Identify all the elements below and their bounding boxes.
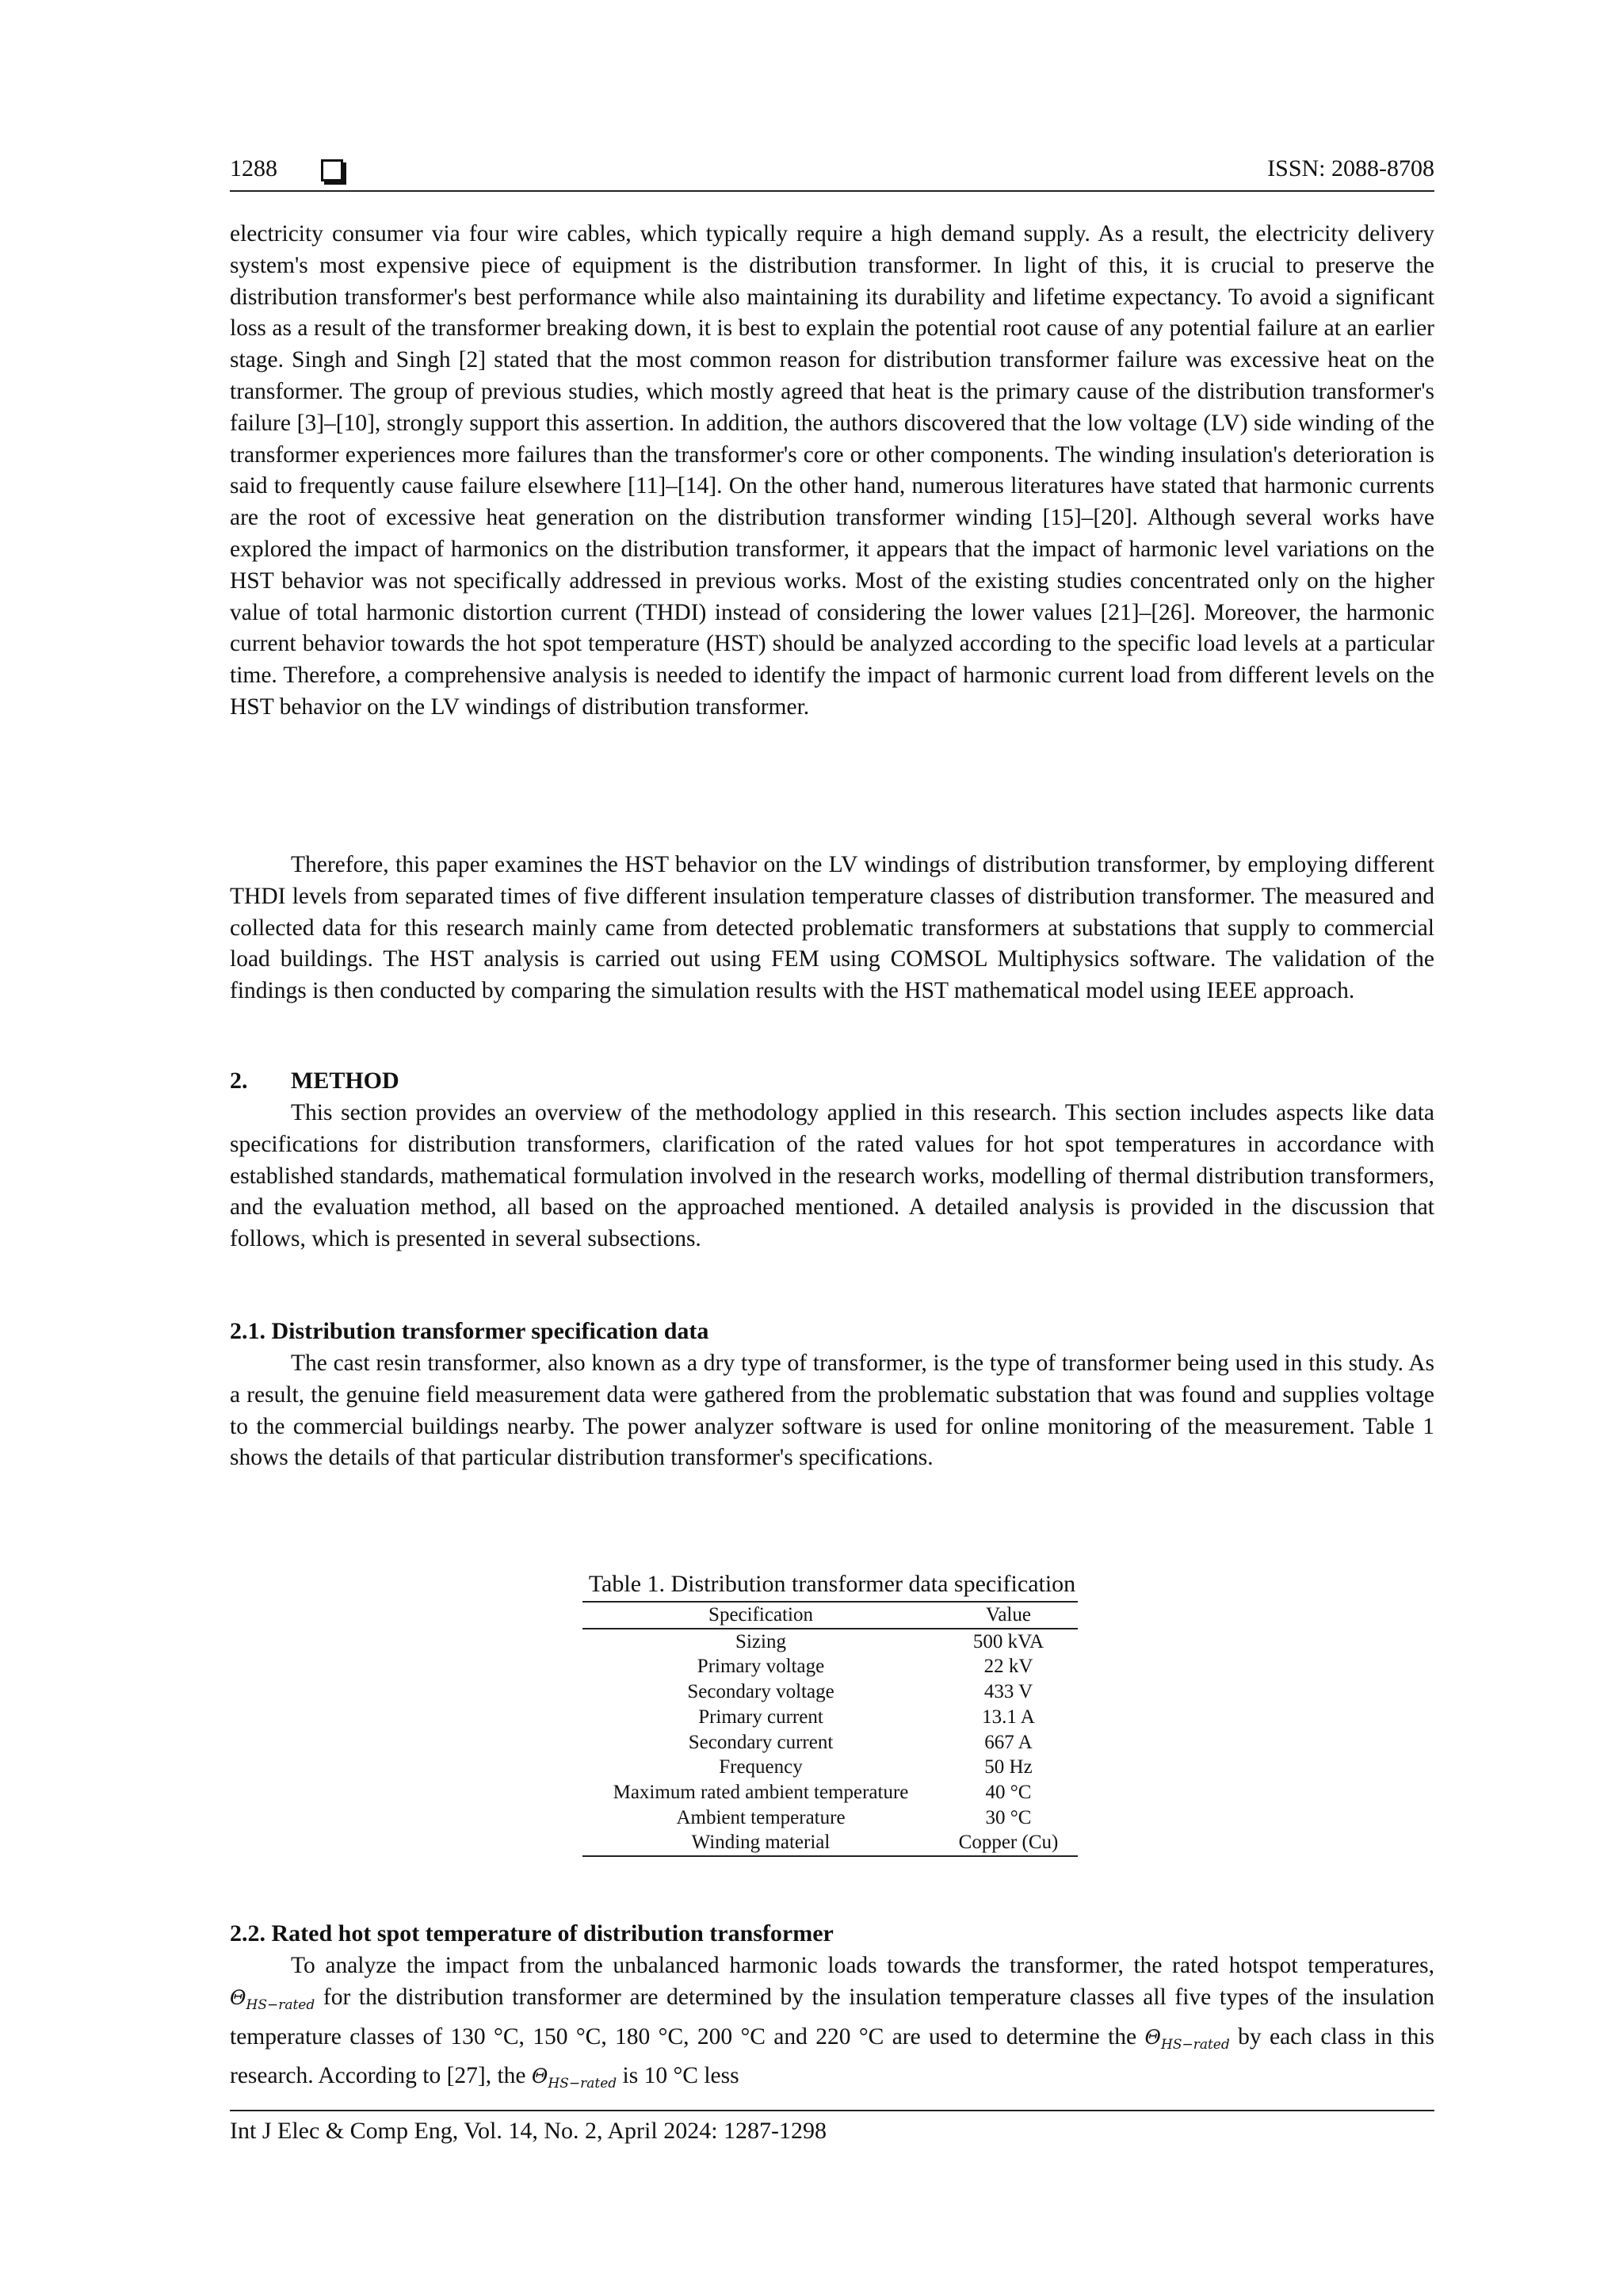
text-run: for the distribution transformer are determined by the insulation temperature classes all five types of the insulation temperature classes of 130 °C, 150 °C, 180 °C, 200 °C and 220 °C are used to determine the	[230, 1984, 1434, 2050]
column-header-value: Value	[939, 1602, 1078, 1629]
table-row	[582, 1679, 1078, 1705]
math-theta-hs-rated	[531, 2065, 617, 2092]
text-run: is 10 °C less	[617, 2063, 739, 2089]
cell-value: 433 V	[983, 1681, 1033, 1703]
cell-value: Copper (Cu)	[939, 1830, 1078, 1856]
math-subscript: HS−rated	[246, 1996, 315, 2013]
column-header-specification: Specification	[582, 1602, 939, 1629]
specification-table	[582, 1601, 1078, 1857]
table-row	[582, 1780, 1078, 1805]
math-theta-hs-rated	[230, 1985, 315, 2013]
text-run: by each class in this research. According to [27], the	[230, 2023, 1434, 2089]
cell-value: 13.1 A	[982, 1706, 1035, 1728]
table-caption: Table 1. Distribution transformer data specification	[588, 1571, 1076, 1597]
table-header-row	[582, 1602, 1078, 1629]
math-subscript: HS−rated	[548, 2076, 617, 2092]
cell-specification: Winding material	[582, 1830, 939, 1856]
cell-specification: Maximum rated ambient temperature	[613, 1781, 909, 1803]
cell-value: 22 kV	[983, 1656, 1033, 1678]
cell-specification: Sizing	[735, 1630, 786, 1652]
checkbox-square-icon	[321, 159, 343, 181]
cell-specification: Primary voltage	[697, 1656, 825, 1678]
math-symbol: Θ	[1144, 2025, 1161, 2049]
paragraph-intro-continued: electricity consumer via four wire cables, which typically require a high demand supply. As a result, the electricity delivery system's most expensive piece of equipment is the distribution transformer. In light of this, it is crucial to preserve the distribution transformer's best performance while also maintaining its durability and lifetime expectancy. To avoid a significant loss as a result of the transformer breaking down, it is best to explain the potential root cause of any potential failure at an earlier stage. Singh and Singh [2] stated that the most common reason for distribution transformer failure was excessive heat on the transformer. The group of previous studies, which mostly agreed that heat is the primary cause of the distribution transformer's failure [3]–[10], strongly support this assertion. In addition, the authors discovered that the low voltage (LV) side winding of the transformer experiences more failures than the transformer's core or other components. The winding insulation's deterioration is said to frequently cause failure elsewhere [11]–[14]. On the other hand, numerous literatures have stated that harmonic currents are the root of excessive heat generation on the distribution transformer winding [15]–[20]. Although several works have explored the impact of harmonics on the distribution transformer, it appears that the impact of harmonic level variations on the HST behavior was not specifically addressed in previous works. Most of the existing studies concentrated only on the higher value of total harmonic distortion current (THDI) instead of considering the lower values [21]–[26]. Moreover, the harmonic current behavior towards the hot spot temperature (HST) should be analyzed according to the specific load levels at a particular time. Therefore, a comprehensive analysis is needed to identify the impact of harmonic current load from different levels on the HST behavior on the LV windings of distribution transformer.	[230, 221, 1434, 720]
section-heading-method	[230, 1068, 399, 1095]
table-row	[582, 1730, 1078, 1755]
page-header	[230, 155, 1434, 192]
subsection-heading-2-1: 2.1. Distribution transformer specification data	[230, 1318, 709, 1344]
table-row	[582, 1755, 1078, 1780]
paragraph-paper-scope: Therefore, this paper examines the HST behavior on the LV windings of distribution transformer, by employing different THDI levels from separated times of five different insulation temperature classes of distribution transformer. The measured and collected data for this research mainly came from detected problematic transformers at substations that supply to commercial load buildings. The HST analysis is carried out using FEM using COMSOL Multiphysics software. The validation of the findings is then conducted by comparing the simulation results with the HST mathematical model using IEEE approach.	[230, 852, 1434, 1004]
cell-value: 500 kVA	[972, 1630, 1044, 1652]
cell-value: 50 Hz	[984, 1756, 1033, 1778]
subsection-heading-2-2: 2.2. Rated hot spot temperature of distribution transformer	[230, 1920, 834, 1946]
math-theta-hs-rated	[1144, 2025, 1230, 2053]
cell-specification: Secondary voltage	[687, 1681, 834, 1703]
math-symbol: Θ	[531, 2065, 548, 2088]
paragraph-rated-hotspot	[230, 1950, 1434, 2100]
table-row	[582, 1805, 1078, 1831]
cell-value: 667 A	[984, 1731, 1033, 1753]
table-row	[582, 1629, 1078, 1655]
table-row	[582, 1705, 1078, 1730]
section-number: 2.	[230, 1068, 248, 1094]
table-row	[582, 1830, 1078, 1856]
page-footer: Int J Elec & Comp Eng, Vol. 14, No. 2, April 2024: 1287-1298	[230, 2110, 1434, 2145]
cell-specification: Primary current	[698, 1706, 823, 1728]
cell-specification: Frequency	[719, 1756, 803, 1778]
cell-value: 40 °C	[985, 1781, 1032, 1803]
paragraph-method-overview: This section provides an overview of the methodology applied in this research. This section includes aspects like data specifications for distribution transformers, clarification of the rated values for hot spot temperatures in accordance with established standards, mathematical formulation involved in the research works, modelling of thermal distribution transformers, and the evaluation method, all based on the approached mentioned. A detailed analysis is provided in the discussion that follows, which is presented in several subsections.	[230, 1100, 1434, 1252]
page-number: 1288	[230, 155, 277, 181]
text-run: To analyze the impact from the unbalanced harmonic loads towards the transformer, the rated hotspot temperatures,	[291, 1953, 1434, 1978]
math-symbol: Θ	[230, 1985, 246, 2009]
paragraph-specification-data: The cast resin transformer, also known as a dry type of transformer, is the type of transformer being used in this study. As a result, the genuine field measurement data were gathered from the problematic substation that was found and supplies voltage to the commercial buildings nearby. The power analyzer software is used for online monitoring of the measurement. Table 1 shows the details of that particular distribution transformer's specifications.	[230, 1350, 1434, 1471]
math-subscript: HS−rated	[1161, 2036, 1230, 2053]
cell-specification: Ambient temperature	[676, 1806, 846, 1828]
table-row	[582, 1654, 1078, 1679]
section-title: METHOD	[291, 1068, 399, 1094]
cell-specification: Secondary current	[688, 1731, 834, 1753]
issn: ISSN: 2088-8708	[1267, 155, 1434, 181]
cell-value: 30 °C	[985, 1806, 1032, 1828]
